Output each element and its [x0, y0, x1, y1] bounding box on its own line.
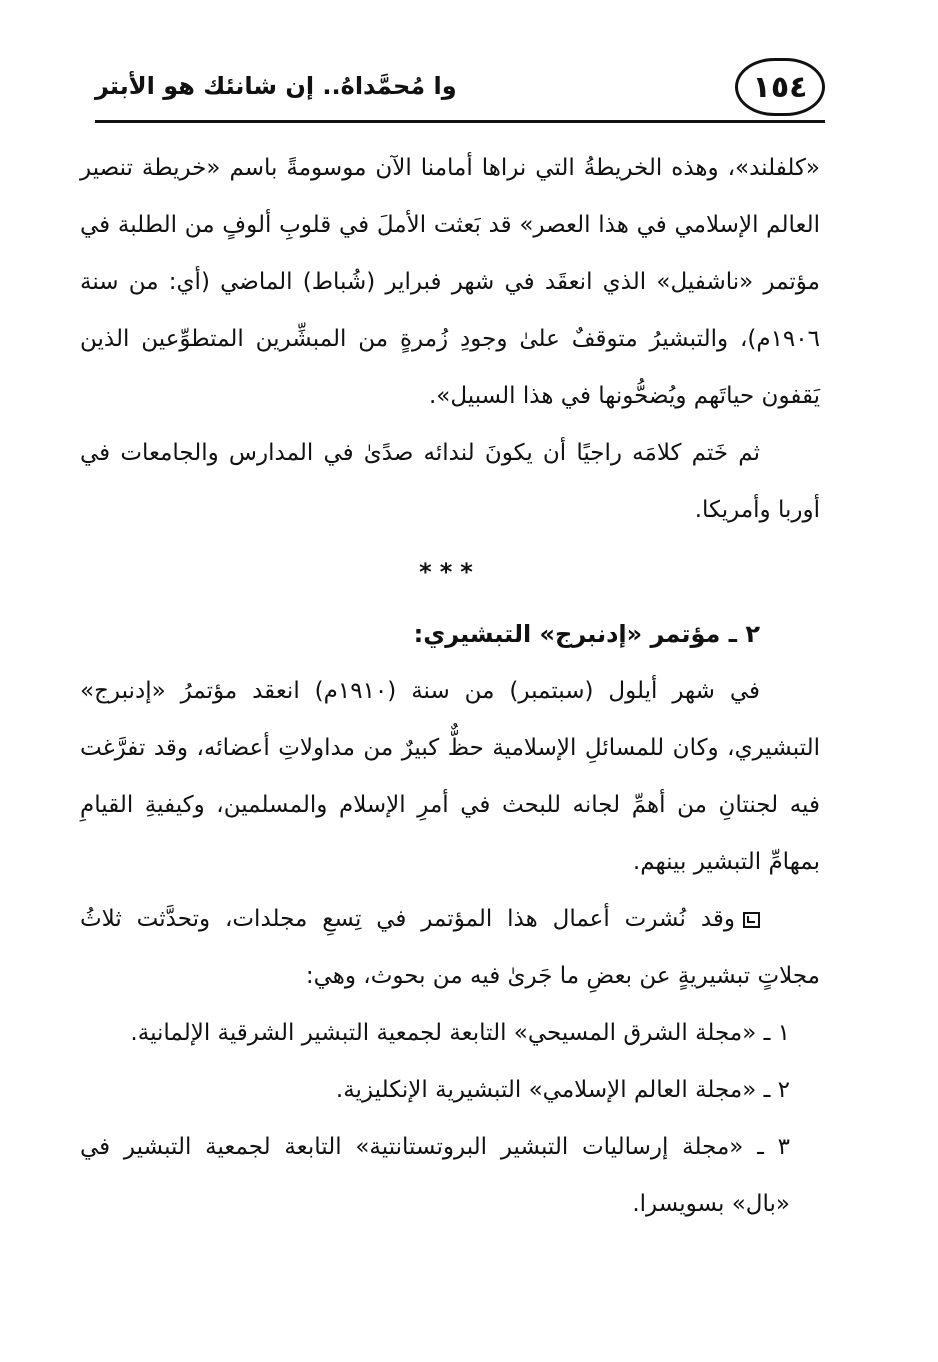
paragraph-2: ثم خَتم كلامَه راجيًا أن يكونَ لندائه صدًىٰ في المدارس والجامعات في أوربا وأمريكا.	[80, 440, 820, 523]
list-item-1: ١ ـ «مجلة الشرق المسيحي» التابعة لجمعية التبشير الشرقية الإلمانية.	[130, 1020, 790, 1046]
header-rule	[95, 120, 825, 123]
paragraph-4-text: وقد نُشرت أعمال هذا المؤتمر في تِسعِ مجلدات، وتحدَّثت ثلاثُ مجلاتٍ تبشيريةٍ عن بعضِ ما جَرىٰ فيه من بحوث، وهي:	[80, 906, 820, 989]
paragraph-3: في شهر أيلول (سبتمبر) من سنة (١٩١٠م) انعقد مؤتمرُ «إدنبرج» التبشيري، وكان للمسائلِ الإسلامية حظٌّ كبيرٌ من مداولاتِ أعضائه، وقد تفرَّغت فيه لجنتانِ من أهمِّ لجانه للبحث في أمرِ الإسلام والمسلمين، وكيفيةِ القيامِ بمهامِّ التبشير بينهم.	[80, 678, 820, 875]
page-header	[95, 58, 825, 126]
page-content	[80, 140, 820, 1233]
paragraph-1: «كلفلند»، وهذه الخريطةُ التي نراها أمامنا الآن موسومةً باسم «خريطة تنصير العالم الإسلامي في هذا العصر» قد بَعثت الأملَ في قلوبِ ألوفٍ من الطلبة في مؤتمر «ناشفيل» الذي انعقَد في شهر فبراير (شُباط) الماضي (أي: من سنة ١٩٠٦م)، والتبشيرُ متوقفٌ علىٰ وجودِ زُمرةٍ من المبشِّرين المتطوِّعين الذين يَقفون حياتَهم ويُضحُّونها في هذا السبيل».	[80, 155, 820, 409]
section-title: ٢ ـ مؤتمر «إدنبرج» التبشيري:	[413, 620, 760, 648]
running-title: وا مُحمَّداهُ.. إن شانئك هو الأبتر	[95, 72, 457, 100]
note-square-icon	[743, 912, 760, 928]
section-separator: ***	[419, 558, 481, 586]
list-item-3: ٣ ـ «مجلة إرساليات التبشير البروتستانتية» التابعة لجمعية التبشير في «بال» بسويسرا.	[80, 1134, 790, 1217]
page-number: ١٥٤	[735, 58, 825, 116]
list-item-2: ٢ ـ «مجلة العالم الإسلامي» التبشيرية الإنكليزية.	[335, 1077, 790, 1103]
paragraph-4	[80, 891, 820, 1005]
